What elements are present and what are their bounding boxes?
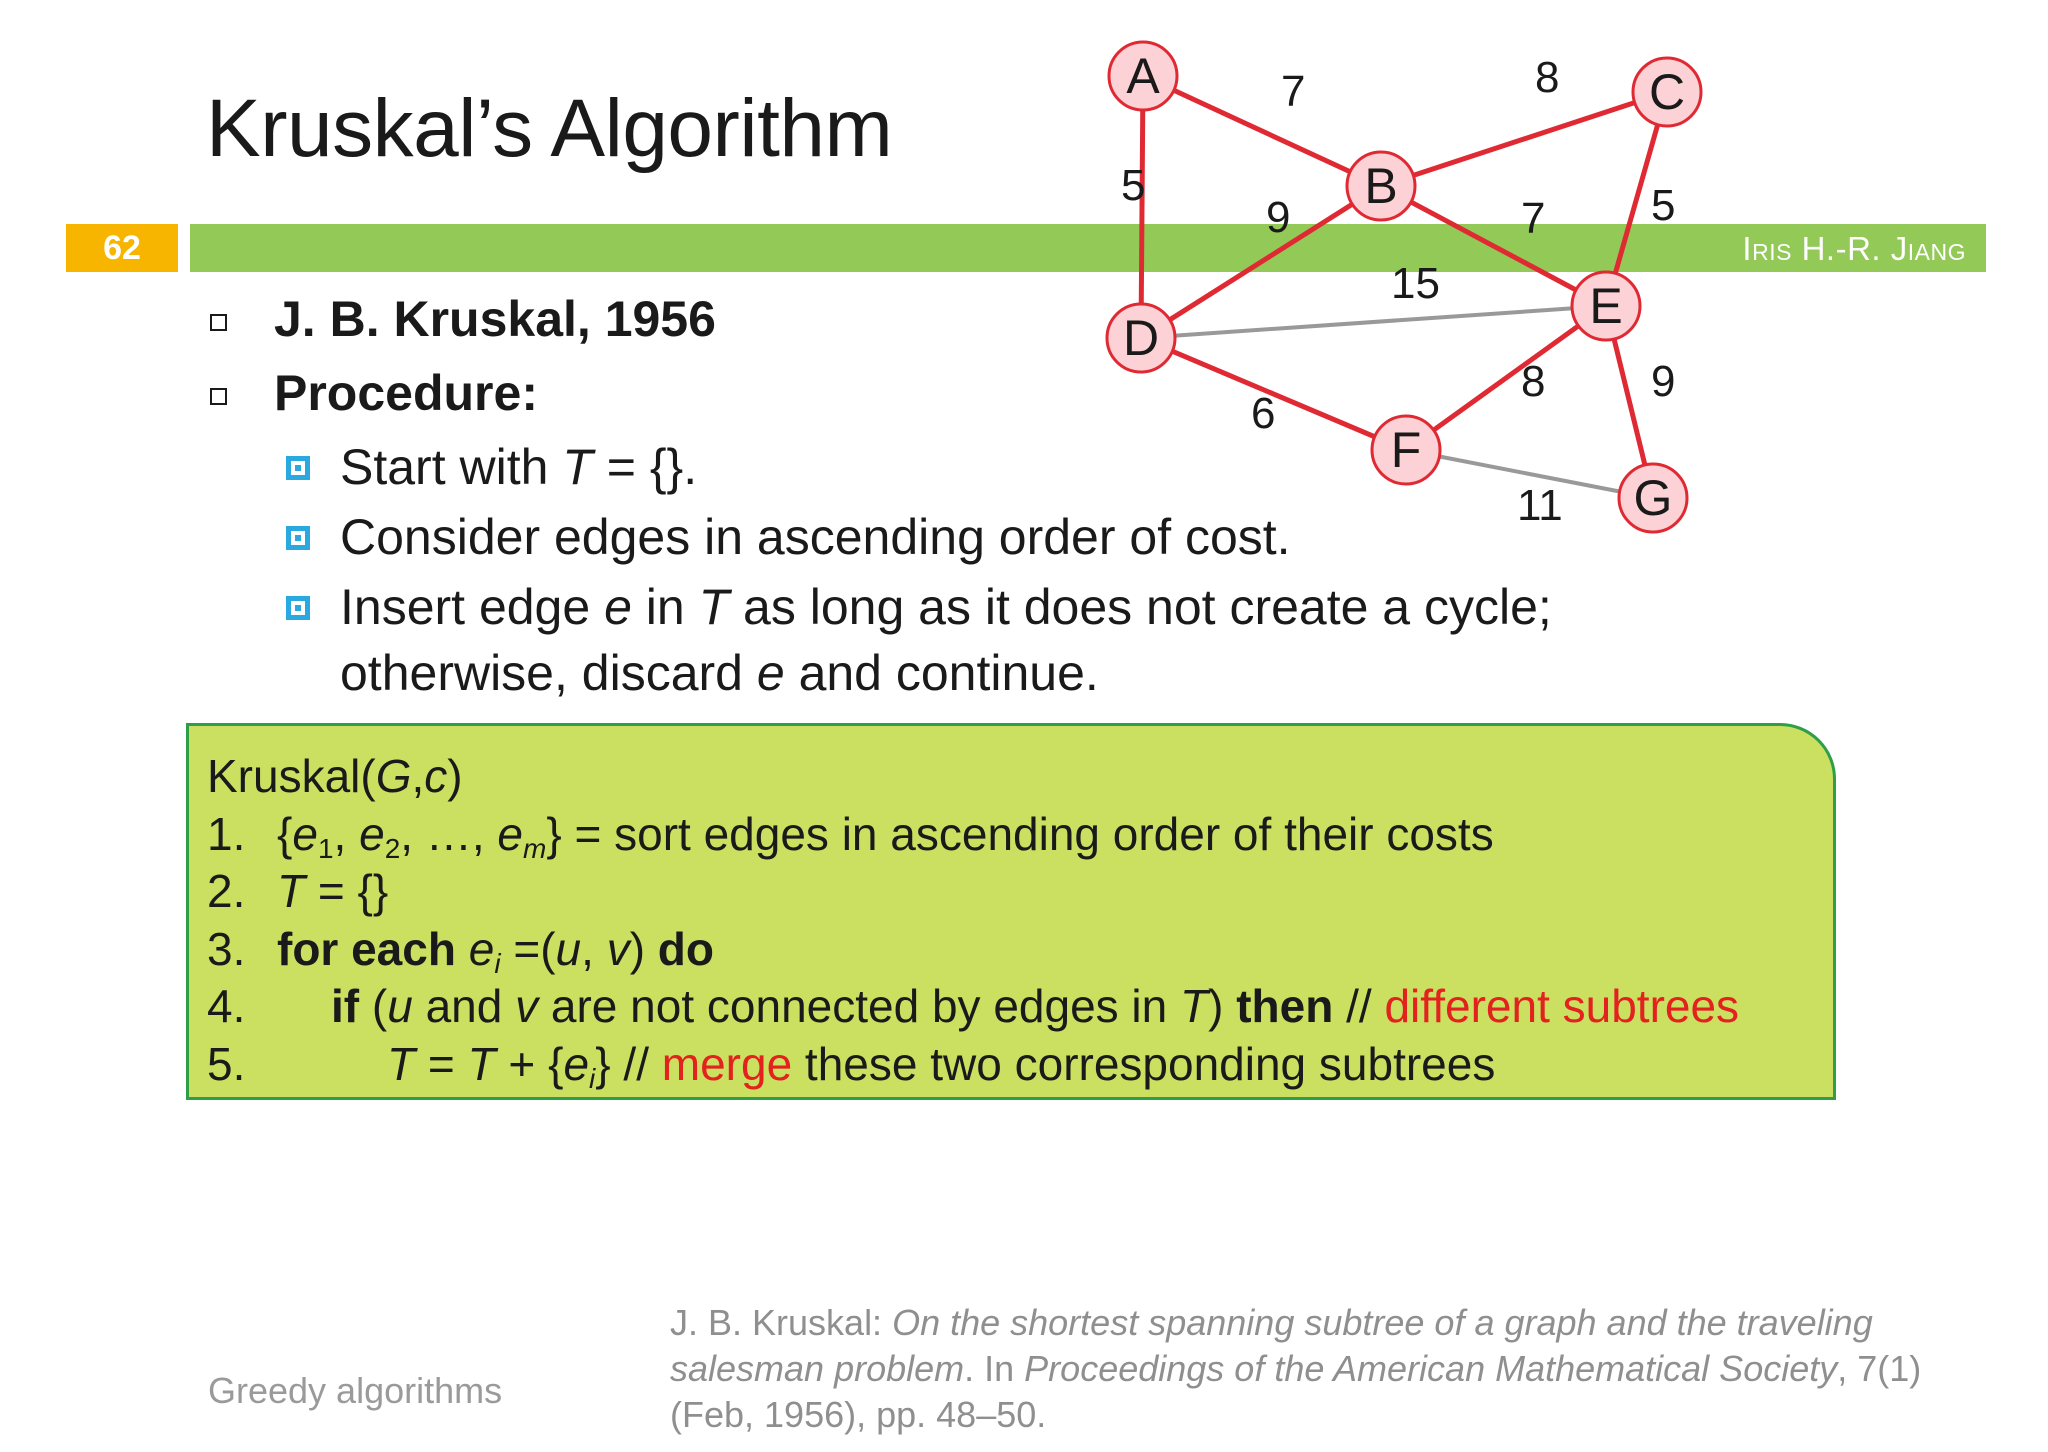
citation: J. B. Kruskal: On the shortest spanning subtree of a graph and the traveling salesman problem. In Proceedings of the American Mathematical Society, 7(1) (Feb, 1956), pp. 48–50.	[670, 1302, 1922, 1435]
pseudocode-line-3: 3. for each $e_i =(u$, v) do	[207, 922, 714, 979]
edge-b-c	[1381, 92, 1667, 186]
node-a	[1109, 42, 1177, 110]
blue-square-bullet-icon	[286, 596, 310, 620]
pseudocode-header: Kruskal(G,c)	[207, 750, 463, 802]
edge-weight-f-g: 11	[1517, 481, 1563, 530]
open-square-bullet-icon	[210, 388, 227, 405]
edge-a-b	[1143, 76, 1381, 186]
node-label-f: F	[1390, 422, 1422, 478]
pseudocode-line-4: 4. if (u and v are not connected by edges in T) then // different subtrees	[207, 980, 1740, 1032]
edge-weight-d-e: 15	[1391, 259, 1440, 308]
open-square-bullet-icon	[210, 314, 227, 331]
blue-square-bullet-icon	[286, 456, 310, 480]
edge-weight-e-g: 9	[1651, 357, 1676, 406]
node-label-b: B	[1364, 158, 1398, 214]
edge-weight-b-e: 7	[1521, 194, 1546, 243]
edge-weight-a-d: 5	[1121, 161, 1146, 210]
pseudocode-box	[186, 723, 1836, 1100]
edge-weight-f-e: 8	[1521, 357, 1546, 406]
comment-merge: merge	[661, 1037, 793, 1090]
page-number: 62	[66, 224, 178, 272]
bullet-list	[206, 282, 1906, 706]
node-label-c: C	[1648, 64, 1686, 120]
edge-weight-a-b: 7	[1281, 67, 1306, 116]
blue-square-bullet-icon	[286, 526, 310, 550]
author-name: Iris H.-R. Jiang	[1742, 230, 1966, 267]
node-c	[1633, 58, 1701, 126]
slide-title: Kruskal’s Algorithm	[206, 83, 893, 174]
comment-different-subtrees: different subtrees	[1384, 980, 1740, 1032]
node-b	[1347, 152, 1415, 220]
pseudocode-line-2: 2. T = {}	[207, 865, 389, 917]
node-label-e: E	[1589, 278, 1623, 334]
sub-bullet-insert: Insert edge e in T as long as it does not create a cycle; otherwise, discard e and continue.	[206, 574, 1906, 706]
sub-bullet-start: Start with T = {}.	[206, 434, 1906, 500]
node-label-d: D	[1122, 310, 1160, 366]
edge-weight-c-e: 5	[1651, 181, 1676, 230]
edge-weight-b-c: 8	[1535, 53, 1560, 102]
footer-topic: Greedy algorithms	[208, 1370, 503, 1411]
bullet-procedure: Procedure:	[206, 356, 1906, 430]
pseudocode-line-1: 1. {$e_1$, $e_2$, …, $e_m$} = sort edges in ascending order of their costs	[207, 807, 1494, 864]
edge-weight-d-b: 9	[1266, 193, 1291, 242]
pseudocode-line-5: 5. $T = T + \{e_i\}$ // merge these two corresponding subtrees	[207, 1037, 1496, 1094]
node-label-a: A	[1126, 48, 1160, 104]
node-label-g: G	[1633, 470, 1673, 526]
sub-bullet-consider: Consider edges in ascending order of cost.	[206, 504, 1906, 570]
bullet-kruskal-1956: J. B. Kruskal, 1956	[206, 282, 1906, 356]
edge-weight-d-f: 6	[1251, 389, 1276, 438]
